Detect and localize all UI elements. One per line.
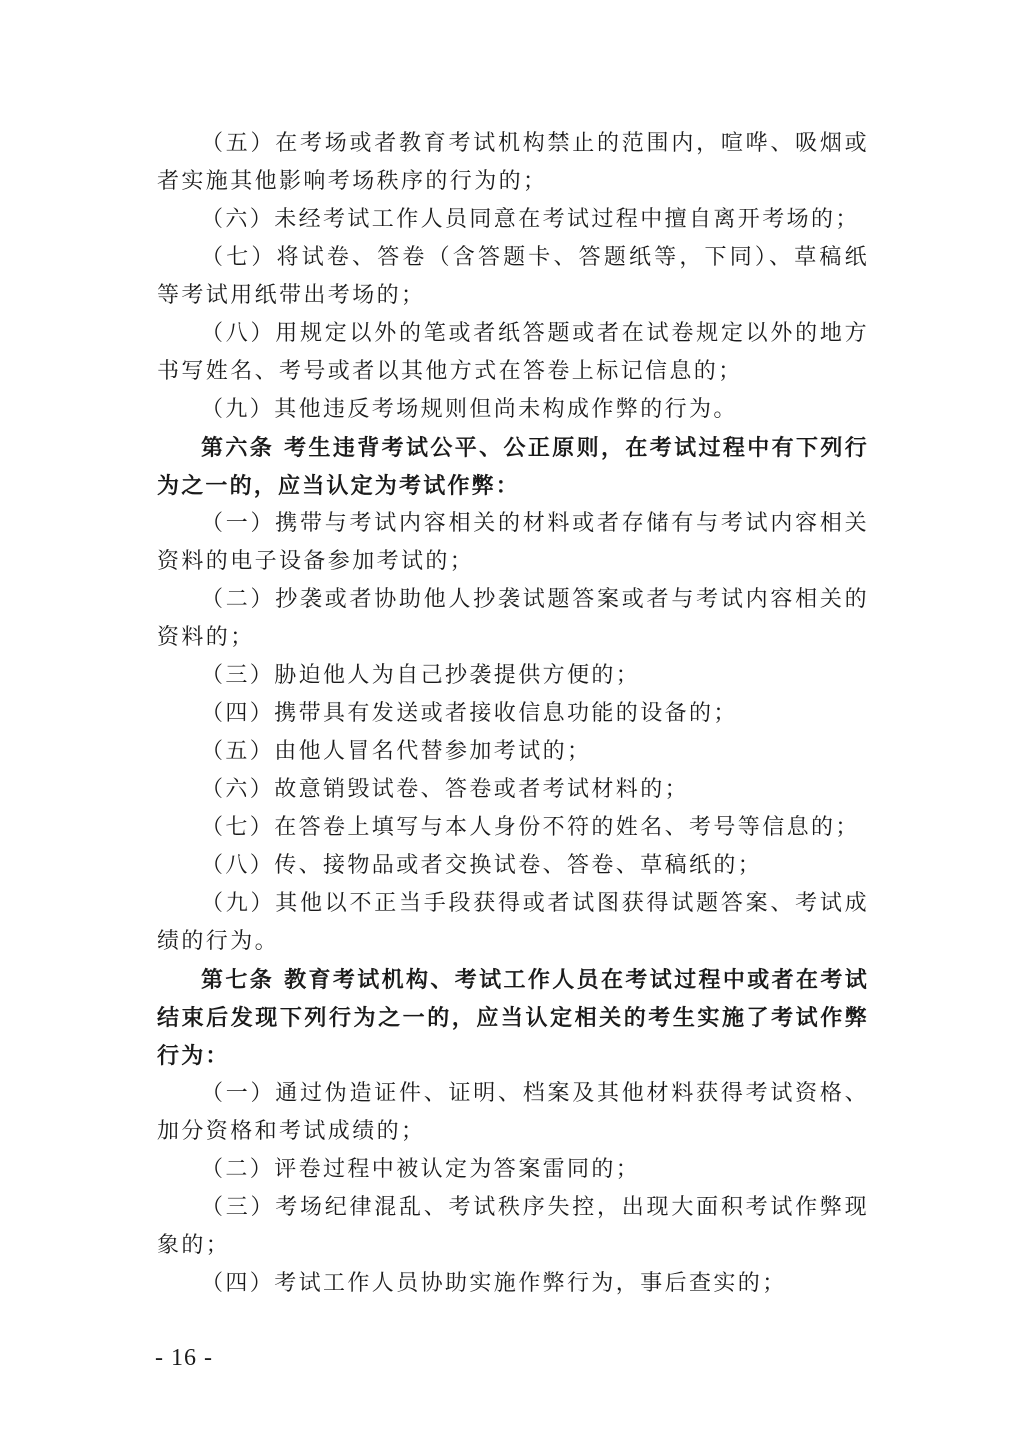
paragraph-article7-item-1: （一）通过伪造证件、证明、档案及其他材料获得考试资格、加分资格和考试成绩的；: [157, 1081, 869, 1144]
paragraph-article6-item-8: （八）传、接物品或者交换试卷、答卷、草稿纸的；: [201, 853, 763, 878]
paragraph-article7-item-4: （四）考试工作人员协助实施作弊行为，事后查实的；: [201, 1271, 787, 1296]
paragraph-item-6: （六）未经考试工作人员同意在考试过程中擅自离开考场的；: [201, 207, 860, 232]
paragraph-item-7: （七）将试卷、答卷（含答题卡、答题纸等，下同）、草稿纸等考试用纸带出考场的；: [157, 245, 869, 308]
paragraph-article6-item-4: （四）携带具有发送或者接收信息功能的设备的；: [201, 701, 738, 726]
page-number: - 16 -: [155, 1345, 213, 1371]
article-6-heading: 第六条 考生违背考试公平、公正原则，在考试过程中有下列行为之一的，应当认定为考试作弊：: [157, 435, 869, 499]
paragraph-article6-item-5: （五）由他人冒名代替参加考试的；: [201, 739, 592, 764]
paragraph-article7-item-3: （三）考场纪律混乱、考试秩序失控，出现大面积考试作弊现象的；: [157, 1195, 869, 1258]
document-body: [157, 125, 869, 1303]
paragraph-article6-item-6: （六）故意销毁试卷、答卷或者考试材料的；: [201, 777, 690, 802]
paragraph-article7-item-2: （二）评卷过程中被认定为答案雷同的；: [201, 1157, 641, 1182]
paragraph-item-5: （五）在考场或者教育考试机构禁止的范围内，喧哗、吸烟或者实施其他影响考场秩序的行为的；: [157, 131, 869, 194]
paragraph-article6-item-9: （九）其他以不正当手段获得或者试图获得试题答案、考试成绩的行为。: [157, 891, 869, 954]
paragraph-article6-item-3: （三）胁迫他人为自己抄袭提供方便的；: [201, 663, 641, 688]
paragraph-article6-item-7: （七）在答卷上填写与本人身份不符的姓名、考号等信息的；: [201, 815, 860, 840]
article-7-heading: 第七条 教育考试机构、考试工作人员在考试过程中或者在考试结束后发现下列行为之一的，应当认定相关的考生实施了考试作弊行为：: [157, 967, 869, 1069]
paragraph-item-8: （八）用规定以外的笔或者纸答题或者在试卷规定以外的地方书写姓名、考号或者以其他方式在答卷上标记信息的；: [157, 321, 869, 384]
paragraph-article6-item-2: （二）抄袭或者协助他人抄袭试题答案或者与考试内容相关的资料的；: [157, 587, 869, 650]
paragraph-item-9: （九）其他违反考场规则但尚未构成作弊的行为。: [201, 397, 738, 422]
paragraph-article6-item-1: （一）携带与考试内容相关的材料或者存储有与考试内容相关资料的电子设备参加考试的；: [157, 511, 869, 574]
